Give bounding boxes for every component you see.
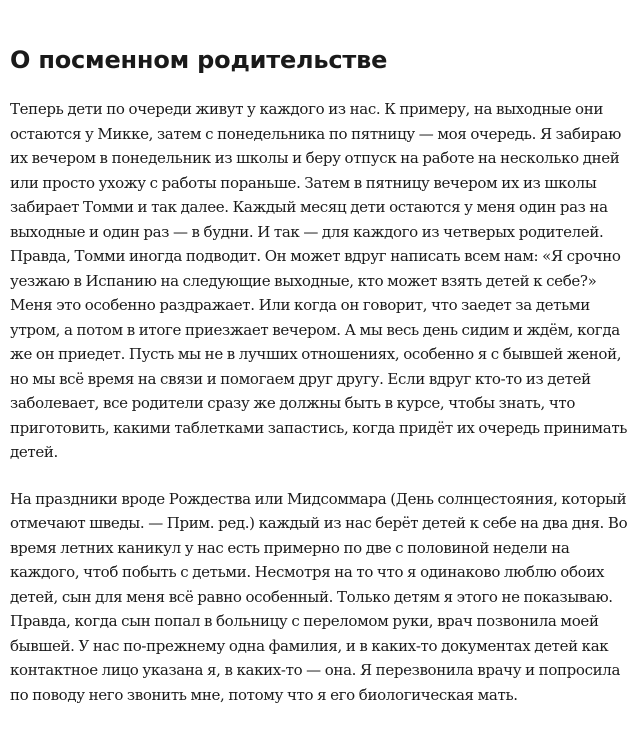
article-title: О посменном родительстве bbox=[10, 46, 388, 74]
article-paragraph: На праздники вроде Рождества или Мидсоммара (День солнцестояния, который отмечают шведы. — Прим. ред.) каждый из нас берёт детей к себе на два дня. Во время летних каникул у нас есть примерно по две с половиной недели на каждого, чтоб побыть с детьми. Несмотря на то что я одинаково люблю обоих детей, сын для меня всё равно особенный. Только детям я этого не показываю. Правда, когда сын попал в больницу с переломом руки, врач позвонила моей бывшей. У нас по-прежнему одна фамилия, и в каких-то документах детей как контактное лицо указана я, в каких-то — она. Я перезвонила врачу и попросила по поводу него звонить мне, потому что я его биологическая мать. bbox=[10, 489, 628, 704]
article-paragraph: Теперь дети по очереди живут у каждого из нас. К примеру, на выходные они остаются у Микке, затем с понедельника по пятницу — моя очередь. Я забираю их вечером в понедельник из школы и беру отпуск на работе на несколько дней или просто ухожу с работы пораньше. Затем в пятницу вечером их из школы забирает Томми и так далее. Каждый месяц дети остаются у меня один раз на выходные и один раз — в будни. И так — для каждого из четверых родителей. Правда, Томми иногда подводит. Он может вдруг написать всем нам: «Я срочно уезжаю в Испанию на следующие выходные, кто может взять детей к себе?» Меня это особенно раздражает. Или когда он говорит, что заедет за детьми утром, а потом в итоге приезжает вечером. А мы весь день сидим и ждём, когда же он приедет. Пусть мы не в лучших отношениях, особенно я с бывшей женой, но мы всё время на связи и помогаем друг другу. Если вдруг кто-то из детей заболевает, все родители сразу же должны быть в курсе, чтобы знать, что приготовить, какими таблетками запастись, когда придёт их очередь принимать детей. bbox=[10, 100, 628, 461]
article bbox=[10, 44, 632, 729]
